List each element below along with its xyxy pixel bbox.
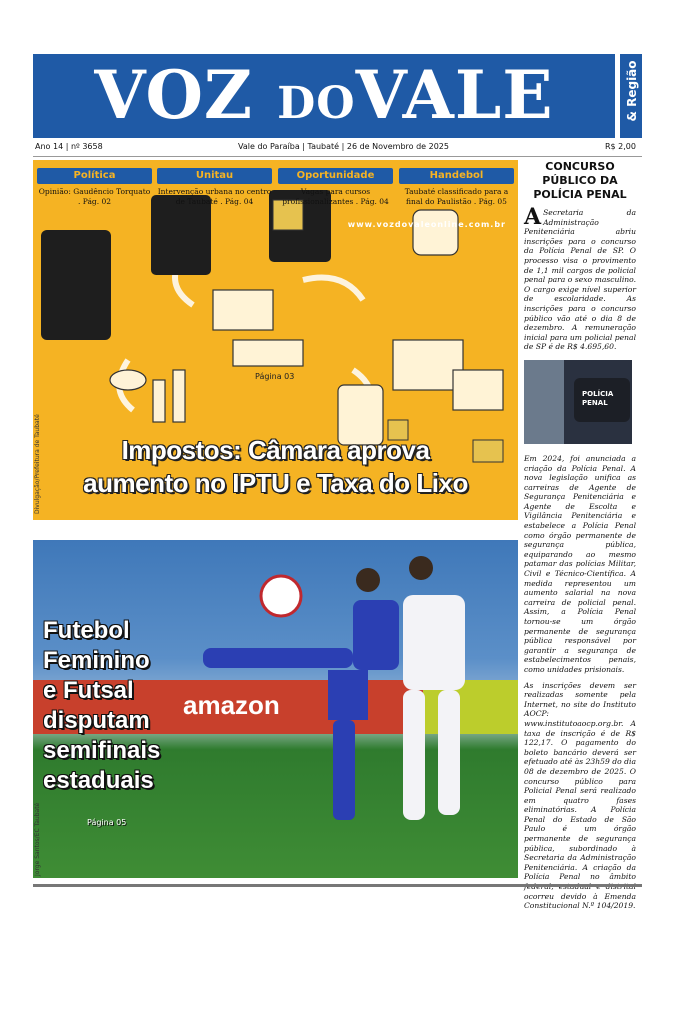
page-reference: Página 05 [87,818,127,827]
title-do: DO [277,78,356,129]
region-label: & Região [625,60,639,122]
sports-headline-line: disputam [43,707,150,734]
newspaper-title [33,58,615,141]
hero-headline[interactable] [33,434,518,500]
sports-headline-line: Futebol [43,617,130,644]
date-line: Vale do Paraíba | Taubaté | 26 de Novembro de 2025 [238,142,449,151]
ad-text: amazon [183,690,280,720]
sidebar-paragraph [524,204,636,352]
player-white-icon [403,556,465,820]
sidebar-paragraph: Em 2024, foi anunciada a criação da Polícia Penal. A nova legislação unifica as carreiras de Agente de Segurança Penitenciária e Agente de Escolta e Vigilância Penitenciária e estabelece a Polícia Penal como órgão permanente de segurança pública, equiparando ao mesmo patamar das polícias Militar, Civil e Técnico-Científica. A medida representou um aumento salarial na nova carreira de policial penal. Assim, a Polícia Penal tornou-se um órgão permanente de segurança pública responsável por garantir a segurança de estabelecimentos penais, como unidades prisionais. [524,453,636,674]
sports-headline[interactable] [43,616,160,796]
region-tag [620,54,642,138]
sports-headline-line: e Futsal [43,677,134,704]
sidebar-paragraph: As inscrições devem ser realizadas somente pela Internet, no site do Instituto AOCP: www.institutoaocp.org.br. A taxa de inscrição é de R$ 122,17. O pagamento do boleto bancário deverá ser efetuado até às 23h59 do dia 08 de dezembro de 2025. O concurso público para Policial Penal será realizado em quatro fases eliminatórias. A Polícia Penal do Estado de São Paulo é um órgão permanente de segurança pública, subordinado à Secretaria da Administração Penitenciária. A criação da Polícia Penal no âmbito ocorreu devido à Emenda Constitucional N.º 104/2019. [524,680,636,911]
nav-label: Política [37,168,152,184]
photo-background [524,360,564,444]
nav-politica[interactable] [37,168,152,207]
sports-photo [33,540,518,878]
nav-teaser: Taubaté classificado para a final do Paulistão . Pág. 05 [404,187,509,206]
section-nav [33,160,518,222]
price: R$ 2,00 [604,142,636,151]
nav-label: Unitau [157,168,272,184]
nav-handebol[interactable] [399,168,514,207]
website-url[interactable]: www.vozdovaleonline.com.br [347,220,506,229]
hero-headline-line: Impostos: Câmara aprova [121,435,430,465]
player-blue-icon [203,568,399,820]
sports-headline-line: estaduais [43,767,154,794]
masthead [33,54,615,138]
nav-teaser: Intervenção urbana no centro de Taubaté . Pág. 04 [157,187,272,206]
title-vale: VALE [355,56,554,134]
sports-headline-line: Feminino [43,647,150,674]
dropcap: A [524,204,542,230]
police-photo [524,360,632,444]
bottom-divider [33,884,642,887]
page-reference: Página 03 [255,372,295,381]
paragraph-text: Secretaria da Administração Penitenciária abriu inscrições para o concurso da Polícia Penal de SP. O processo visa o provimento de 1,1 mil cargos de policial penal para o sexo masculino. O cargo exige nível superior de escolaridade. As inscrições para o concurso público vão até o dia 8 de dezembro. A remuneração inicial para um policial penal de SP é de R$ 4.695,60. [524,208,636,352]
nav-label: Handebol [399,168,514,184]
nav-unitau[interactable] [157,168,272,207]
hero-headline-line: aumento no IPTU e Taxa do Lixo [83,468,468,498]
edition-info-bar [33,138,642,157]
hero-photo-credit: Divulgação/Prefeitura de Taubaté [34,414,41,514]
nav-teaser: Opinião: Gaudêncio Torquato . Pág. 02 [38,187,151,206]
edition-number: Ano 14 | nº 3658 [35,142,103,151]
nav-label: Oportunidade [278,168,393,184]
hero-illustration [33,160,518,520]
nav-oportunidade[interactable] [278,168,393,207]
sports-photo-credit: Jorge Santos/EC Taubaté [34,802,41,876]
sports-headline-line: semifinais [43,737,161,764]
photo-label: POLÍCIA PENAL [582,389,614,407]
nav-teaser: Vagas para cursos profissionalizantes . Pág. 04 [282,187,389,206]
soccer-ball-icon [261,576,301,616]
sidebar-article [524,160,636,911]
title-voz: VOZ [94,56,278,134]
sidebar-title[interactable]: CONCURSO PÚBLICO DA POLÍCIA PENAL [533,160,627,201]
bin-left-icon [41,230,111,340]
